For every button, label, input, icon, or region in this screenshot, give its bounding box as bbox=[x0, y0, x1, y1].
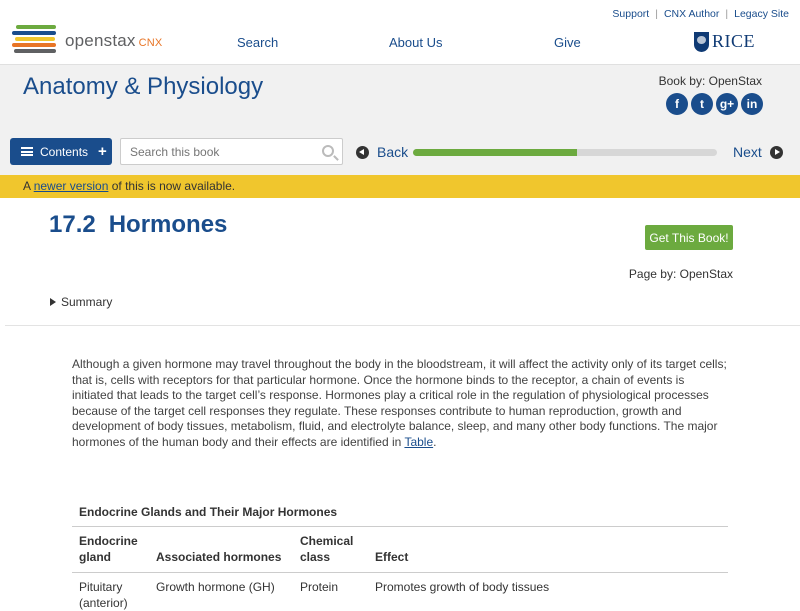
table-cell-gland: Pituitary (anterior) bbox=[79, 580, 128, 610]
summary-toggle[interactable] bbox=[50, 295, 112, 309]
get-this-book-button[interactable]: Get This Book! bbox=[645, 225, 733, 250]
table-link[interactable]: Table bbox=[404, 434, 434, 449]
contents-label: Contents bbox=[40, 144, 89, 159]
nav-give[interactable]: Give bbox=[554, 35, 581, 50]
summary-label: Summary bbox=[61, 295, 113, 309]
newer-version-link[interactable]: newer version bbox=[33, 179, 109, 193]
divider bbox=[5, 325, 800, 326]
linkedin-icon[interactable]: in bbox=[741, 93, 763, 115]
table-header-class: Chemical class bbox=[300, 534, 354, 564]
book-progress-bar bbox=[413, 149, 717, 156]
section-number: 17.2 bbox=[49, 211, 96, 238]
site-header bbox=[0, 0, 800, 64]
table-cell-effect: Promotes growth of body tissues bbox=[375, 580, 550, 594]
support-link[interactable]: Support bbox=[612, 8, 650, 20]
book-header bbox=[0, 64, 800, 175]
twitter-icon[interactable]: t bbox=[691, 93, 713, 115]
newer-version-notice: A newer version of this is now available. bbox=[0, 175, 800, 198]
nav-search[interactable]: Search bbox=[237, 35, 279, 50]
table-header-effect: Effect bbox=[375, 550, 409, 564]
arrow-left-icon bbox=[356, 146, 369, 159]
next-label: Next bbox=[733, 144, 762, 160]
social-share-links bbox=[666, 93, 763, 115]
table-caption: Endocrine Glands and Their Major Hormones bbox=[79, 505, 338, 519]
book-author: Book by: OpenStax bbox=[658, 74, 762, 88]
logo-wordmark: openstax CNX bbox=[65, 31, 163, 50]
book-title[interactable]: Anatomy & Physiology bbox=[23, 73, 264, 100]
facebook-icon[interactable]: f bbox=[666, 93, 688, 115]
table-rule bbox=[72, 572, 728, 573]
separator: | bbox=[655, 8, 658, 20]
next-button[interactable] bbox=[733, 144, 783, 160]
page-title bbox=[49, 211, 227, 239]
search-input[interactable] bbox=[120, 138, 343, 165]
back-label: Back bbox=[377, 144, 409, 160]
books-stack-icon bbox=[12, 25, 58, 57]
table-cell-hormone: Growth hormone (GH) bbox=[156, 580, 275, 594]
progress-fill bbox=[413, 149, 577, 156]
legacy-site-link[interactable]: Legacy Site bbox=[734, 8, 789, 20]
table-rule bbox=[72, 526, 728, 527]
google-plus-icon[interactable]: g+ bbox=[716, 93, 738, 115]
rice-shield-icon bbox=[694, 32, 709, 52]
disclosure-triangle-icon bbox=[50, 298, 56, 306]
list-icon bbox=[21, 147, 33, 156]
table-header-hormones: Associated hormones bbox=[156, 550, 282, 564]
cnx-author-link[interactable]: CNX Author bbox=[663, 8, 720, 20]
openstax-cnx-logo[interactable] bbox=[12, 25, 182, 57]
table-header-gland: Endocrine gland bbox=[79, 534, 138, 564]
nav-about-us[interactable]: About Us bbox=[389, 35, 443, 50]
contents-button[interactable] bbox=[10, 138, 112, 165]
intro-paragraph: Although a given hormone may travel throughout the body in the bloodstream, it will affect the activity only of its target cells; that is, cells with receptors for that particular hormone. Once the hormone binds to the receptor, a chain of events is initiated that leads to the target cell’s response. Hormones play a critical role in the regulation of physiological processes because of the target cell responses they regulate. These responses contribute to human reproduction, growth and development of body tissues, metabolism, fluid, and electrolyte balance, sleep, and many other body functions. The major hormones of the human body and their effects are identified in Table. bbox=[72, 357, 727, 449]
back-button[interactable] bbox=[356, 144, 408, 160]
search-icon[interactable] bbox=[322, 145, 334, 157]
page-author: Page by: OpenStax bbox=[628, 267, 733, 281]
plus-icon: + bbox=[98, 143, 107, 160]
section-title: Hormones bbox=[108, 211, 228, 238]
utility-links bbox=[612, 8, 789, 20]
rice-logo[interactable]: RICE bbox=[694, 31, 755, 52]
arrow-right-icon bbox=[770, 146, 783, 159]
table-cell-class: Protein bbox=[300, 580, 339, 594]
separator: | bbox=[725, 8, 729, 20]
